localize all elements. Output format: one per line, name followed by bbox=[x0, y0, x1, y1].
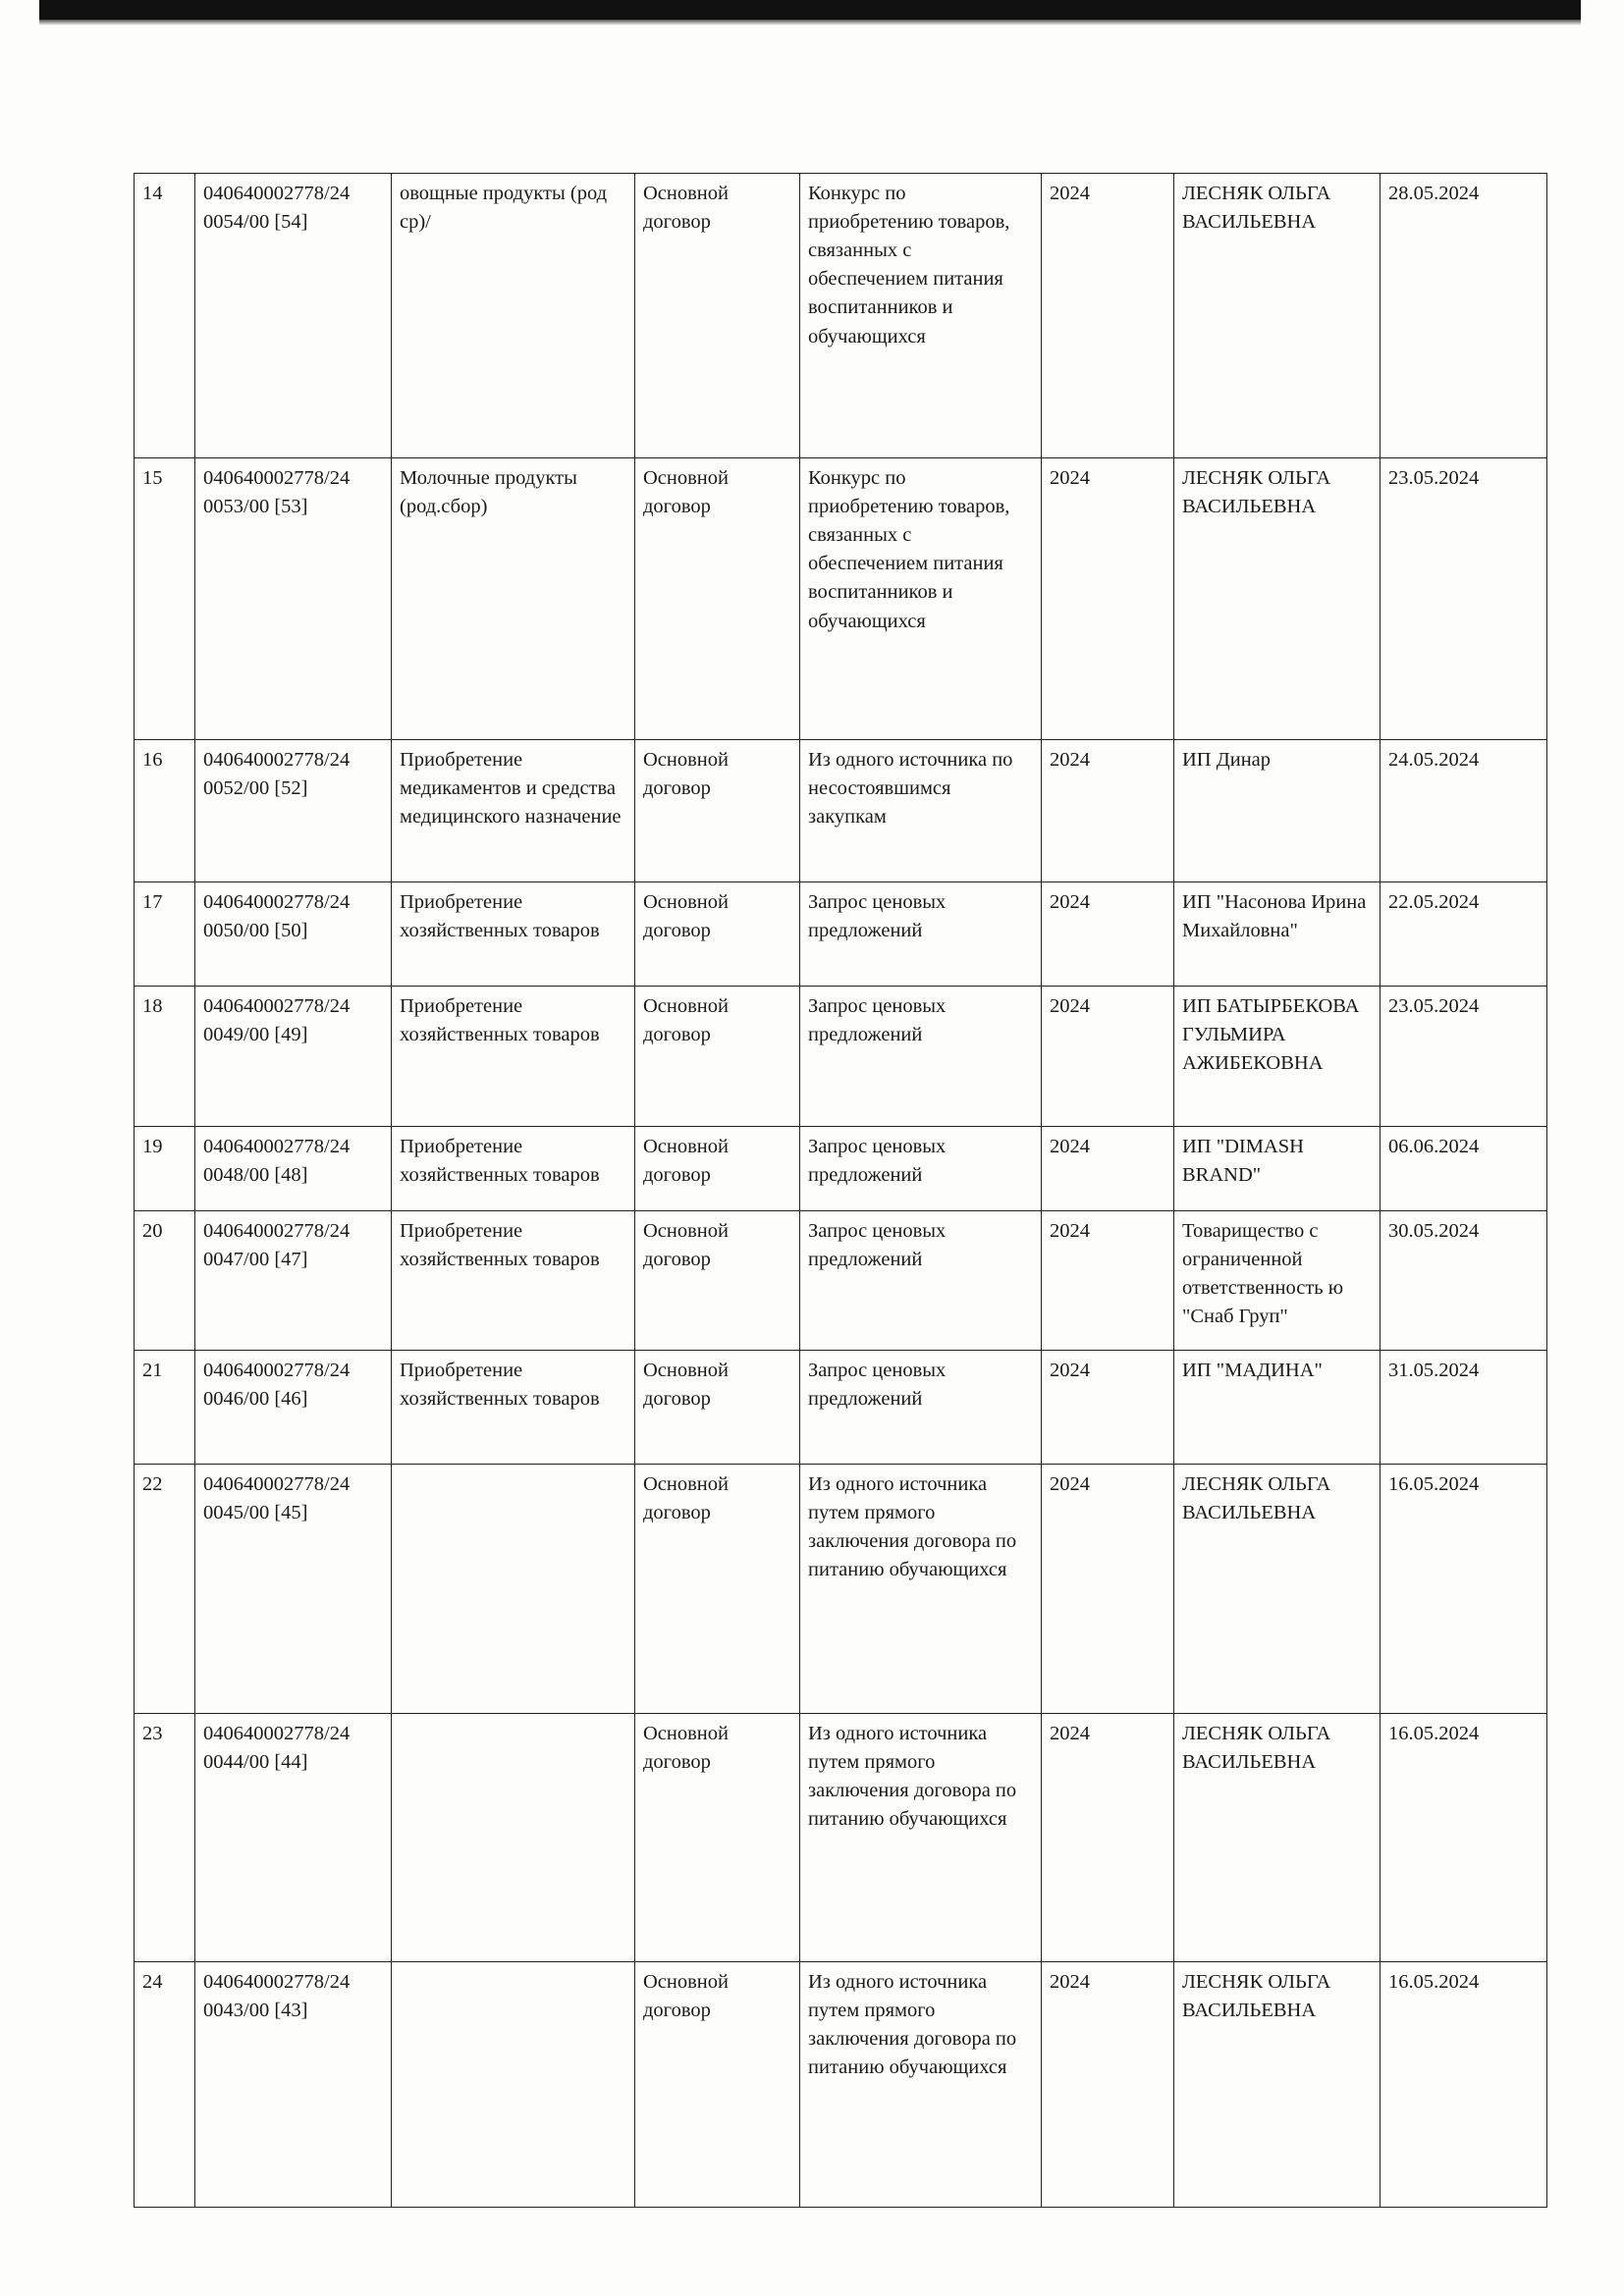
supplier: ИП Динар bbox=[1174, 740, 1380, 882]
row-number: 20 bbox=[135, 1211, 195, 1351]
contract-type: Основной договор bbox=[635, 987, 800, 1127]
contract-number: 040640002778/24 0050/00 [50] bbox=[195, 882, 392, 987]
procurement-subject: Приобретение хозяйственных товаров bbox=[392, 987, 635, 1127]
contract-date: 06.06.2024 bbox=[1380, 1127, 1547, 1211]
contract-number: 040640002778/24 0045/00 [45] bbox=[195, 1465, 392, 1714]
contract-type: Основной договор bbox=[635, 1351, 800, 1465]
procurement-subject bbox=[392, 1962, 635, 2208]
contract-number: 040640002778/24 0048/00 [48] bbox=[195, 1127, 392, 1211]
contract-number: 040640002778/24 0053/00 [53] bbox=[195, 458, 392, 740]
table-row bbox=[135, 882, 1547, 987]
procurement-method: Из одного источника путем прямого заключения договора по питанию обучающихся bbox=[800, 1465, 1042, 1714]
procurement-method: Запрос ценовых предложений bbox=[800, 1211, 1042, 1351]
contract-date: 31.05.2024 bbox=[1380, 1351, 1547, 1465]
contract-type: Основной договор bbox=[635, 1714, 800, 1962]
table-row bbox=[135, 1351, 1547, 1465]
contract-type: Основной договор bbox=[635, 1962, 800, 2208]
contract-date: 22.05.2024 bbox=[1380, 882, 1547, 987]
table-row bbox=[135, 1714, 1547, 1962]
contract-number: 040640002778/24 0052/00 [52] bbox=[195, 740, 392, 882]
contracts-table bbox=[134, 173, 1547, 2208]
contract-type: Основной договор bbox=[635, 458, 800, 740]
table-row bbox=[135, 174, 1547, 458]
table-row bbox=[135, 1962, 1547, 2208]
procurement-method: Запрос ценовых предложений bbox=[800, 1351, 1042, 1465]
year: 2024 bbox=[1042, 882, 1174, 987]
contract-date: 28.05.2024 bbox=[1380, 174, 1547, 458]
row-number: 18 bbox=[135, 987, 195, 1127]
table-row bbox=[135, 1211, 1547, 1351]
procurement-method: Конкурс по приобретению товаров, связанных с обеспечением питания воспитанников и обучающихся bbox=[800, 174, 1042, 458]
year: 2024 bbox=[1042, 1211, 1174, 1351]
row-number: 15 bbox=[135, 458, 195, 740]
supplier: ЛЕСНЯК ОЛЬГА ВАСИЛЬЕВНА bbox=[1174, 1714, 1380, 1962]
supplier: Товарищество с ограниченной ответственность ю "Снаб Груп" bbox=[1174, 1211, 1380, 1351]
year: 2024 bbox=[1042, 174, 1174, 458]
year: 2024 bbox=[1042, 1714, 1174, 1962]
contract-type: Основной договор bbox=[635, 1211, 800, 1351]
contract-date: 23.05.2024 bbox=[1380, 987, 1547, 1127]
year: 2024 bbox=[1042, 1465, 1174, 1714]
supplier: ИП "DIMASH BRAND" bbox=[1174, 1127, 1380, 1211]
procurement-method: Конкурс по приобретению товаров, связанных с обеспечением питания воспитанников и обучающихся bbox=[800, 458, 1042, 740]
procurement-method: Запрос ценовых предложений bbox=[800, 987, 1042, 1127]
procurement-subject: Приобретение хозяйственных товаров bbox=[392, 1351, 635, 1465]
table-row bbox=[135, 1465, 1547, 1714]
contract-number: 040640002778/24 0043/00 [43] bbox=[195, 1962, 392, 2208]
procurement-subject: Приобретение хозяйственных товаров bbox=[392, 882, 635, 987]
contract-number: 040640002778/24 0046/00 [46] bbox=[195, 1351, 392, 1465]
procurement-subject: Приобретение хозяйственных товаров bbox=[392, 1127, 635, 1211]
year: 2024 bbox=[1042, 1127, 1174, 1211]
contract-date: 16.05.2024 bbox=[1380, 1962, 1547, 2208]
row-number: 22 bbox=[135, 1465, 195, 1714]
contract-type: Основной договор bbox=[635, 1465, 800, 1714]
procurement-method: Запрос ценовых предложений bbox=[800, 1127, 1042, 1211]
contract-number: 040640002778/24 0054/00 [54] bbox=[195, 174, 392, 458]
contract-number: 040640002778/24 0044/00 [44] bbox=[195, 1714, 392, 1962]
procurement-subject bbox=[392, 1465, 635, 1714]
supplier: ЛЕСНЯК ОЛЬГА ВАСИЛЬЕВНА bbox=[1174, 458, 1380, 740]
procurement-subject: Приобретение медикаментов и средства медицинского назначение bbox=[392, 740, 635, 882]
year: 2024 bbox=[1042, 740, 1174, 882]
procurement-subject: Приобретение хозяйственных товаров bbox=[392, 1211, 635, 1351]
row-number: 16 bbox=[135, 740, 195, 882]
contract-date: 24.05.2024 bbox=[1380, 740, 1547, 882]
year: 2024 bbox=[1042, 1351, 1174, 1465]
procurement-method: Запрос ценовых предложений bbox=[800, 882, 1042, 987]
procurement-subject: овощные продукты (род ср)/ bbox=[392, 174, 635, 458]
scan-top-edge bbox=[39, 0, 1581, 20]
table-row bbox=[135, 740, 1547, 882]
row-number: 19 bbox=[135, 1127, 195, 1211]
row-number: 21 bbox=[135, 1351, 195, 1465]
procurement-method: Из одного источника путем прямого заключения договора по питанию обучающихся bbox=[800, 1962, 1042, 2208]
row-number: 14 bbox=[135, 174, 195, 458]
table-row bbox=[135, 1127, 1547, 1211]
procurement-subject bbox=[392, 1714, 635, 1962]
contract-type: Основной договор bbox=[635, 740, 800, 882]
contract-type: Основной договор bbox=[635, 174, 800, 458]
contract-date: 30.05.2024 bbox=[1380, 1211, 1547, 1351]
year: 2024 bbox=[1042, 1962, 1174, 2208]
contract-number: 040640002778/24 0049/00 [49] bbox=[195, 987, 392, 1127]
procurement-method: Из одного источника по несостоявшимся закупкам bbox=[800, 740, 1042, 882]
contract-number: 040640002778/24 0047/00 [47] bbox=[195, 1211, 392, 1351]
row-number: 23 bbox=[135, 1714, 195, 1962]
supplier: ИП "Насонова Ирина Михайловна" bbox=[1174, 882, 1380, 987]
contract-date: 16.05.2024 bbox=[1380, 1714, 1547, 1962]
supplier: ИП "МАДИНА" bbox=[1174, 1351, 1380, 1465]
procurement-subject: Молочные продукты (род.сбор) bbox=[392, 458, 635, 740]
contract-date: 23.05.2024 bbox=[1380, 458, 1547, 740]
table-row bbox=[135, 458, 1547, 740]
contract-type: Основной договор bbox=[635, 1127, 800, 1211]
contract-date: 16.05.2024 bbox=[1380, 1465, 1547, 1714]
table-row bbox=[135, 987, 1547, 1127]
contract-type: Основной договор bbox=[635, 882, 800, 987]
supplier: ЛЕСНЯК ОЛЬГА ВАСИЛЬЕВНА bbox=[1174, 174, 1380, 458]
procurement-method: Из одного источника путем прямого заключения договора по питанию обучающихся bbox=[800, 1714, 1042, 1962]
supplier: ЛЕСНЯК ОЛЬГА ВАСИЛЬЕВНА bbox=[1174, 1962, 1380, 2208]
row-number: 24 bbox=[135, 1962, 195, 2208]
row-number: 17 bbox=[135, 882, 195, 987]
year: 2024 bbox=[1042, 458, 1174, 740]
year: 2024 bbox=[1042, 987, 1174, 1127]
supplier: ЛЕСНЯК ОЛЬГА ВАСИЛЬЕВНА bbox=[1174, 1465, 1380, 1714]
supplier: ИП БАТЫРБЕКОВА ГУЛЬМИРА АЖИБЕКОВНА bbox=[1174, 987, 1380, 1127]
